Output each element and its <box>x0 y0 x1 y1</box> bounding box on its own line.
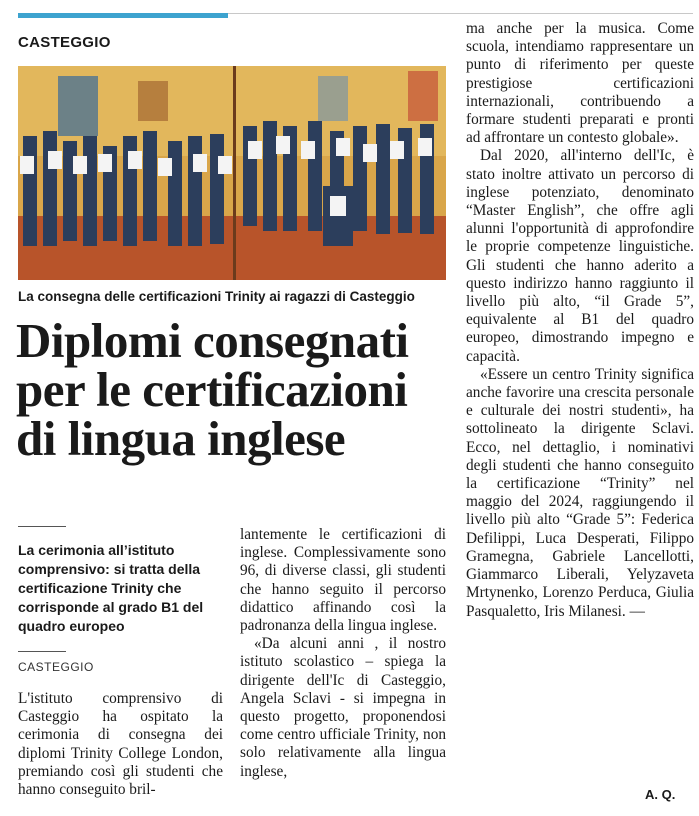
author-signature: A. Q. <box>645 787 676 802</box>
article-column-2 <box>240 526 446 781</box>
dateline: CASTEGGIO <box>18 660 94 674</box>
paragraph: lantemente le certificazioni di inglese. Complessivamente sono 96, di diverse classi, gli studenti che hanno seguito il percorso didattico affinando così la padronanza della lingua inglese. <box>240 526 446 635</box>
subtitle: La cerimonia all’istituto comprensivo: si tratta della certificazione Trinity che corrisponde al grado B1 del quadro europeo <box>18 542 204 634</box>
headline: Diplomi consegnati per le certificazioni di lingua inglese <box>16 313 409 466</box>
photo-caption: La consegna delle certificazioni Trinity ai ragazzi di Casteggio <box>18 289 415 304</box>
students-group-photo <box>18 66 446 280</box>
section-accent-bar <box>18 13 228 18</box>
dateline-rule <box>18 651 66 652</box>
article-column-1 <box>18 690 223 799</box>
article-column-3 <box>466 20 694 621</box>
section-label: CASTEGGIO <box>18 34 111 51</box>
article-photo <box>18 66 446 280</box>
paragraph: «Essere un centro Trinity significa anche favorire una crescita personale e culturale dei nostri studenti», ha sottolineato la dirigente Sclavi. Ecco, nel dettaglio, i nominativi degli studenti che hanno conseguito la certificazione “Trinity” nel maggio del 2024, raggiungendo il livello più alto “Grade 5”: Federica Defilippi, Luca Desperati, Filippo Gramegna, Gabriele Lancellotti, Giammarco Liberali, Yelyzaveta Mrtynenko, Lorenzo Perduca, Giulia Pasqualetto, Iris Milanesi. — <box>466 365 694 620</box>
subtitle-rule <box>18 526 66 527</box>
paragraph: «Da alcuni anni , il nostro istituto scolastico – spiega la dirigente dell'Ic di Casteggio, Angela Sclavi - si impegna in questo progetto, proponendosi come centro ufficiale Trinity, non solo relativamente alla lingua inglese, <box>240 635 446 780</box>
paragraph: L'istituto comprensivo di Casteggio ha ospitato la cerimonia di consegna dei diplomi Trinity College London, premiando così gli studenti che hanno conseguito bril- <box>18 690 223 799</box>
paragraph: Dal 2020, all'interno dell'Ic, è stato inoltre attivato un percorso di inglese potenziato, denominato “Master English”, che offre agli alunni l'opportunità di approfondire le proprie competenze linguistiche. Gli studenti che hanno aderito a questo indirizzo hanno raggiunto il livello più alto, “il Grade 5”, equivalente al B1 del quadro europeo, dimostrando impegno e capacità. <box>466 147 694 365</box>
paragraph: ma anche per la musica. Come scuola, intendiamo rappresentare un punto di riferimento per queste prestigiose certificazioni internazionali, contribuendo a formare studenti preparati e pronti ad affrontare un contesto globale». <box>466 20 694 147</box>
